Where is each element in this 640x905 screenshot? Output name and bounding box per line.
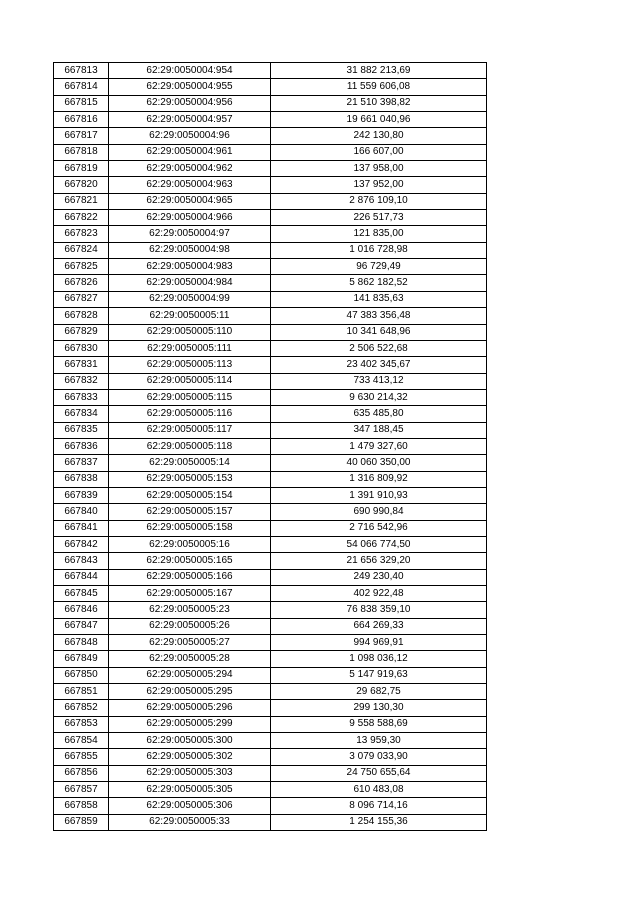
cadastral-number-cell: 62:29:0050005:303 xyxy=(109,765,271,781)
cadastral-number-cell: 62:29:0050004:983 xyxy=(109,259,271,275)
row-number-cell: 667819 xyxy=(54,161,109,177)
table-row xyxy=(54,733,487,749)
row-number-cell: 667837 xyxy=(54,455,109,471)
cadastral-value-cell: 19 661 040,96 xyxy=(271,112,487,128)
cadastral-number-cell: 62:29:0050005:158 xyxy=(109,520,271,536)
cadastral-number-cell: 62:29:0050004:98 xyxy=(109,242,271,258)
row-number-cell: 667827 xyxy=(54,291,109,307)
cadastral-number-cell: 62:29:0050005:115 xyxy=(109,389,271,405)
cadastral-value-cell: 10 341 648,96 xyxy=(271,324,487,340)
row-number-cell: 667840 xyxy=(54,504,109,520)
table-row xyxy=(54,161,487,177)
cadastral-value-cell: 226 517,73 xyxy=(271,210,487,226)
table-row xyxy=(54,586,487,602)
table-row xyxy=(54,667,487,683)
table-row xyxy=(54,406,487,422)
table-row xyxy=(54,112,487,128)
row-number-cell: 667820 xyxy=(54,177,109,193)
table-row xyxy=(54,340,487,356)
cadastral-value-cell: 610 483,08 xyxy=(271,782,487,798)
cadastral-value-cell: 141 835,63 xyxy=(271,291,487,307)
table-row xyxy=(54,438,487,454)
table-row xyxy=(54,177,487,193)
cadastral-number-cell: 62:29:0050005:16 xyxy=(109,536,271,552)
row-number-cell: 667829 xyxy=(54,324,109,340)
table-row xyxy=(54,259,487,275)
table-row xyxy=(54,291,487,307)
cadastral-value-cell: 9 558 588,69 xyxy=(271,716,487,732)
cadastral-number-cell: 62:29:0050004:955 xyxy=(109,79,271,95)
cadastral-number-cell: 62:29:0050005:153 xyxy=(109,471,271,487)
table-row xyxy=(54,814,487,830)
table-row xyxy=(54,357,487,373)
cadastral-number-cell: 62:29:0050005:14 xyxy=(109,455,271,471)
document-page xyxy=(53,62,487,831)
cadastral-number-cell: 62:29:0050005:110 xyxy=(109,324,271,340)
cadastral-number-cell: 62:29:0050005:166 xyxy=(109,569,271,585)
table-row xyxy=(54,700,487,716)
table-row xyxy=(54,553,487,569)
row-number-cell: 667836 xyxy=(54,438,109,454)
table-row xyxy=(54,749,487,765)
cadastral-number-cell: 62:29:0050005:167 xyxy=(109,586,271,602)
cadastral-number-cell: 62:29:0050005:296 xyxy=(109,700,271,716)
cadastral-number-cell: 62:29:0050004:956 xyxy=(109,95,271,111)
cadastral-value-cell: 8 096 714,16 xyxy=(271,798,487,814)
cadastral-number-cell: 62:29:0050005:111 xyxy=(109,340,271,356)
table-body xyxy=(54,63,487,831)
table-row xyxy=(54,798,487,814)
row-number-cell: 667841 xyxy=(54,520,109,536)
cadastral-value-cell: 137 952,00 xyxy=(271,177,487,193)
table-row xyxy=(54,602,487,618)
cadastral-number-cell: 62:29:0050005:305 xyxy=(109,782,271,798)
row-number-cell: 667853 xyxy=(54,716,109,732)
cadastral-value-cell: 402 922,48 xyxy=(271,586,487,602)
cadastral-value-cell: 96 729,49 xyxy=(271,259,487,275)
cadastral-value-cell: 13 959,30 xyxy=(271,733,487,749)
cadastral-number-cell: 62:29:0050005:117 xyxy=(109,422,271,438)
row-number-cell: 667859 xyxy=(54,814,109,830)
table-row xyxy=(54,389,487,405)
row-number-cell: 667847 xyxy=(54,618,109,634)
table-row xyxy=(54,226,487,242)
cadastral-number-cell: 62:29:0050004:954 xyxy=(109,63,271,79)
table-row xyxy=(54,716,487,732)
cadastral-value-cell: 76 838 359,10 xyxy=(271,602,487,618)
cadastral-value-cell: 733 413,12 xyxy=(271,373,487,389)
cadastral-number-cell: 62:29:0050004:957 xyxy=(109,112,271,128)
cadastral-number-cell: 62:29:0050005:23 xyxy=(109,602,271,618)
row-number-cell: 667834 xyxy=(54,406,109,422)
table-row xyxy=(54,308,487,324)
cadastral-value-cell: 166 607,00 xyxy=(271,144,487,160)
row-number-cell: 667824 xyxy=(54,242,109,258)
row-number-cell: 667852 xyxy=(54,700,109,716)
row-number-cell: 667815 xyxy=(54,95,109,111)
row-number-cell: 667818 xyxy=(54,144,109,160)
row-number-cell: 667830 xyxy=(54,340,109,356)
cadastral-value-cell: 9 630 214,32 xyxy=(271,389,487,405)
table-row xyxy=(54,373,487,389)
row-number-cell: 667856 xyxy=(54,765,109,781)
cadastral-number-cell: 62:29:0050005:26 xyxy=(109,618,271,634)
cadastral-value-cell: 3 079 033,90 xyxy=(271,749,487,765)
cadastral-number-cell: 62:29:0050004:963 xyxy=(109,177,271,193)
cadastral-number-cell: 62:29:0050005:114 xyxy=(109,373,271,389)
row-number-cell: 667838 xyxy=(54,471,109,487)
row-number-cell: 667817 xyxy=(54,128,109,144)
table-row xyxy=(54,504,487,520)
row-number-cell: 667842 xyxy=(54,536,109,552)
cadastral-number-cell: 62:29:0050005:165 xyxy=(109,553,271,569)
cadastral-number-cell: 62:29:0050005:306 xyxy=(109,798,271,814)
table-row xyxy=(54,144,487,160)
cadastral-number-cell: 62:29:0050005:33 xyxy=(109,814,271,830)
cadastral-value-cell: 137 958,00 xyxy=(271,161,487,177)
cadastral-number-cell: 62:29:0050004:965 xyxy=(109,193,271,209)
cadastral-value-cell: 1 098 036,12 xyxy=(271,651,487,667)
cadastral-value-cell: 40 060 350,00 xyxy=(271,455,487,471)
row-number-cell: 667813 xyxy=(54,63,109,79)
table-row xyxy=(54,422,487,438)
row-number-cell: 667814 xyxy=(54,79,109,95)
table-row xyxy=(54,128,487,144)
table-row xyxy=(54,63,487,79)
row-number-cell: 667848 xyxy=(54,635,109,651)
row-number-cell: 667831 xyxy=(54,357,109,373)
row-number-cell: 667839 xyxy=(54,487,109,503)
cadastral-number-cell: 62:29:0050004:984 xyxy=(109,275,271,291)
row-number-cell: 667821 xyxy=(54,193,109,209)
cadastral-value-cell: 47 383 356,48 xyxy=(271,308,487,324)
cadastral-value-cell: 24 750 655,64 xyxy=(271,765,487,781)
table-row xyxy=(54,487,487,503)
table-row xyxy=(54,193,487,209)
cadastral-number-cell: 62:29:0050005:294 xyxy=(109,667,271,683)
cadastral-value-cell: 21 656 329,20 xyxy=(271,553,487,569)
cadastral-value-cell: 635 485,80 xyxy=(271,406,487,422)
row-number-cell: 667857 xyxy=(54,782,109,798)
cadastral-value-cell: 690 990,84 xyxy=(271,504,487,520)
cadastral-number-cell: 62:29:0050005:11 xyxy=(109,308,271,324)
table-row xyxy=(54,471,487,487)
table-row xyxy=(54,536,487,552)
table-row xyxy=(54,324,487,340)
cadastral-value-cell: 31 882 213,69 xyxy=(271,63,487,79)
cadastral-number-cell: 62:29:0050005:27 xyxy=(109,635,271,651)
row-number-cell: 667854 xyxy=(54,733,109,749)
cadastral-number-cell: 62:29:0050005:116 xyxy=(109,406,271,422)
row-number-cell: 667835 xyxy=(54,422,109,438)
row-number-cell: 667845 xyxy=(54,586,109,602)
cadastral-value-cell: 1 016 728,98 xyxy=(271,242,487,258)
table-row xyxy=(54,455,487,471)
table-row xyxy=(54,79,487,95)
table-row xyxy=(54,242,487,258)
cadastral-value-table xyxy=(53,62,487,831)
cadastral-value-cell: 299 130,30 xyxy=(271,700,487,716)
cadastral-value-cell: 121 835,00 xyxy=(271,226,487,242)
table-row xyxy=(54,275,487,291)
row-number-cell: 667825 xyxy=(54,259,109,275)
table-row xyxy=(54,618,487,634)
cadastral-value-cell: 2 716 542,96 xyxy=(271,520,487,536)
cadastral-number-cell: 62:29:0050005:299 xyxy=(109,716,271,732)
cadastral-value-cell: 664 269,33 xyxy=(271,618,487,634)
cadastral-value-cell: 2 876 109,10 xyxy=(271,193,487,209)
row-number-cell: 667846 xyxy=(54,602,109,618)
cadastral-value-cell: 1 479 327,60 xyxy=(271,438,487,454)
cadastral-number-cell: 62:29:0050005:28 xyxy=(109,651,271,667)
row-number-cell: 667851 xyxy=(54,684,109,700)
cadastral-value-cell: 54 066 774,50 xyxy=(271,536,487,552)
cadastral-number-cell: 62:29:0050005:157 xyxy=(109,504,271,520)
cadastral-value-cell: 29 682,75 xyxy=(271,684,487,700)
row-number-cell: 667855 xyxy=(54,749,109,765)
table-row xyxy=(54,684,487,700)
cadastral-number-cell: 62:29:0050004:966 xyxy=(109,210,271,226)
cadastral-value-cell: 1 254 155,36 xyxy=(271,814,487,830)
row-number-cell: 667826 xyxy=(54,275,109,291)
cadastral-value-cell: 23 402 345,67 xyxy=(271,357,487,373)
cadastral-value-cell: 11 559 606,08 xyxy=(271,79,487,95)
table-row xyxy=(54,765,487,781)
row-number-cell: 667816 xyxy=(54,112,109,128)
table-row xyxy=(54,520,487,536)
row-number-cell: 667832 xyxy=(54,373,109,389)
cadastral-value-cell: 249 230,40 xyxy=(271,569,487,585)
cadastral-value-cell: 2 506 522,68 xyxy=(271,340,487,356)
row-number-cell: 667822 xyxy=(54,210,109,226)
table-row xyxy=(54,651,487,667)
cadastral-number-cell: 62:29:0050004:99 xyxy=(109,291,271,307)
row-number-cell: 667850 xyxy=(54,667,109,683)
cadastral-value-cell: 242 130,80 xyxy=(271,128,487,144)
row-number-cell: 667828 xyxy=(54,308,109,324)
table-row xyxy=(54,95,487,111)
cadastral-value-cell: 347 188,45 xyxy=(271,422,487,438)
table-row xyxy=(54,210,487,226)
cadastral-value-cell: 5 147 919,63 xyxy=(271,667,487,683)
cadastral-value-cell: 994 969,91 xyxy=(271,635,487,651)
row-number-cell: 667858 xyxy=(54,798,109,814)
row-number-cell: 667844 xyxy=(54,569,109,585)
cadastral-number-cell: 62:29:0050005:300 xyxy=(109,733,271,749)
table-row xyxy=(54,782,487,798)
cadastral-number-cell: 62:29:0050004:96 xyxy=(109,128,271,144)
cadastral-value-cell: 5 862 182,52 xyxy=(271,275,487,291)
row-number-cell: 667849 xyxy=(54,651,109,667)
cadastral-value-cell: 1 391 910,93 xyxy=(271,487,487,503)
cadastral-number-cell: 62:29:0050005:154 xyxy=(109,487,271,503)
cadastral-value-cell: 1 316 809,92 xyxy=(271,471,487,487)
cadastral-number-cell: 62:29:0050005:113 xyxy=(109,357,271,373)
row-number-cell: 667833 xyxy=(54,389,109,405)
cadastral-number-cell: 62:29:0050005:295 xyxy=(109,684,271,700)
cadastral-number-cell: 62:29:0050005:302 xyxy=(109,749,271,765)
cadastral-number-cell: 62:29:0050004:961 xyxy=(109,144,271,160)
table-row xyxy=(54,635,487,651)
cadastral-number-cell: 62:29:0050004:97 xyxy=(109,226,271,242)
cadastral-number-cell: 62:29:0050004:962 xyxy=(109,161,271,177)
row-number-cell: 667823 xyxy=(54,226,109,242)
cadastral-value-cell: 21 510 398,82 xyxy=(271,95,487,111)
cadastral-number-cell: 62:29:0050005:118 xyxy=(109,438,271,454)
row-number-cell: 667843 xyxy=(54,553,109,569)
table-row xyxy=(54,569,487,585)
